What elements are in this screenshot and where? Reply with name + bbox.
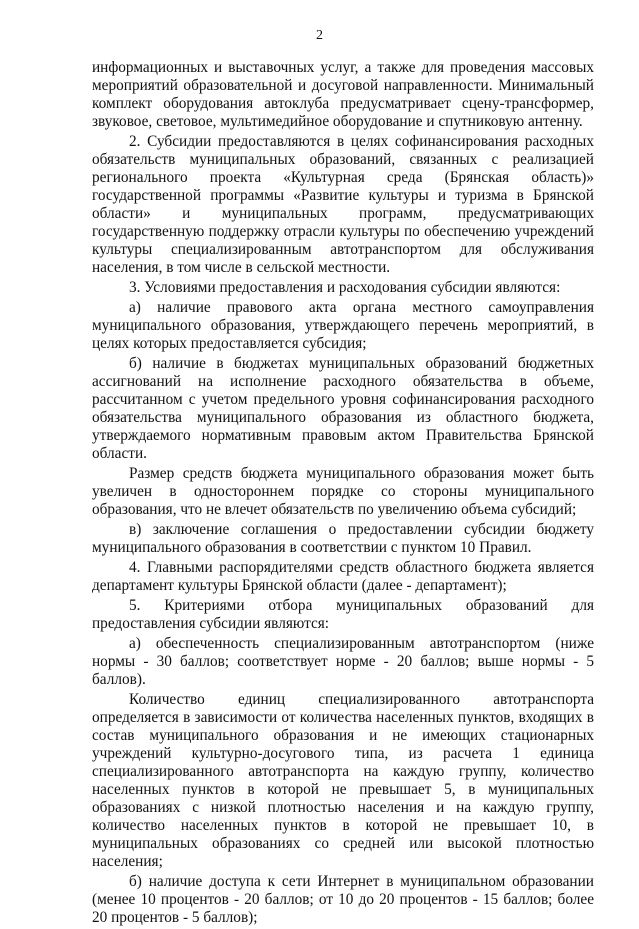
paragraph-item-3: 3. Условиями предоставления и расходования субсидии являются: (129, 279, 561, 296)
paragraph-criterion-a: а) обеспеченность специализированным автотранспортом (ниже нормы - 30 баллов; соответствует норме - 20 баллов; выше нормы - 5 баллов). (92, 635, 594, 688)
page-number: 2 (316, 28, 323, 43)
paragraph-item-4: 4. Главными распорядителями средств областного бюджета является департамент культуры Брянской области (далее - департамент); (92, 559, 594, 594)
paragraph-subitem-v: в) заключение соглашения о предоставлении субсидии бюджету муниципального образования в соответствии с пунктом 10 Правил. (92, 521, 594, 556)
paragraph-subitem-a: а) наличие правового акта органа местного самоуправления муниципального образования, утверждающего перечень мероприятий, в целях которых предоставляется субсидия; (92, 299, 594, 352)
paragraph-item-5: 5. Критериями отбора муниципальных образований для предоставления субсидии являются: (92, 597, 594, 632)
paragraph-item-2: 2. Субсидии предоставляются в целях софинансирования расходных обязательств муниципальных образований, связанных с реализацией регионального проекта «Культурная среда (Брянская область)» государственной программы «Развитие культуры и туризма в Брянской области» и муниципальных программ, предусматривающих государственную поддержку отрасли культуры по обеспечению учреждений культуры специализированным автотранспортом для обслуживания населения, в том числе в сельской местности. (92, 133, 594, 276)
paragraph-continuation: информационных и выставочных услуг, а также для проведения массовых мероприятий образовательной и досуговой направленности. Минимальный комплект оборудования автоклуба предусматривает сцену-трансформер, звуковое, световое, мультимедийное оборудование и спутниковую антенну. (92, 59, 594, 130)
paragraph-vehicle-count: Количество единиц специализированного автотранспорта определяется в зависимости от количества населенных пунктов, входящих в состав муниципального образования и не имеющих стационарных учреждений культурно-досугового типа, из расчета 1 единица специализированного автотранспорта на каждую группу, количество населенных пунктов в которой не превышает 5, в муниципальных образованиях с низкой плотностью населения и на каждую группу, количество населенных пунктов в которой не превышает 10, в муниципальных образованиях со средней или высокой плотностью населения; (92, 691, 594, 870)
paragraph-budget-size: Размер средств бюджета муниципального образования может быть увеличен в одностороннем порядке со стороны муниципального образования, что не влечет обязательств по увеличению объема субсидий; (92, 465, 594, 518)
paragraph-subitem-b: б) наличие в бюджетах муниципальных образований бюджетных ассигнований на исполнение расходного обязательства в объеме, рассчитанном с учетом предельного уровня софинансирования расходного обязательства муниципального образования из областного бюджета, утверждаемого нормативным правовым актом Правительства Брянской области. (92, 355, 594, 462)
document-body (92, 59, 594, 929)
paragraph-criterion-b: б) наличие доступа к сети Интернет в муниципальном образовании (менее 10 процентов - 20 баллов; от 10 до 20 процентов - 15 баллов; более 20 процентов - 5 баллов); (92, 873, 594, 926)
